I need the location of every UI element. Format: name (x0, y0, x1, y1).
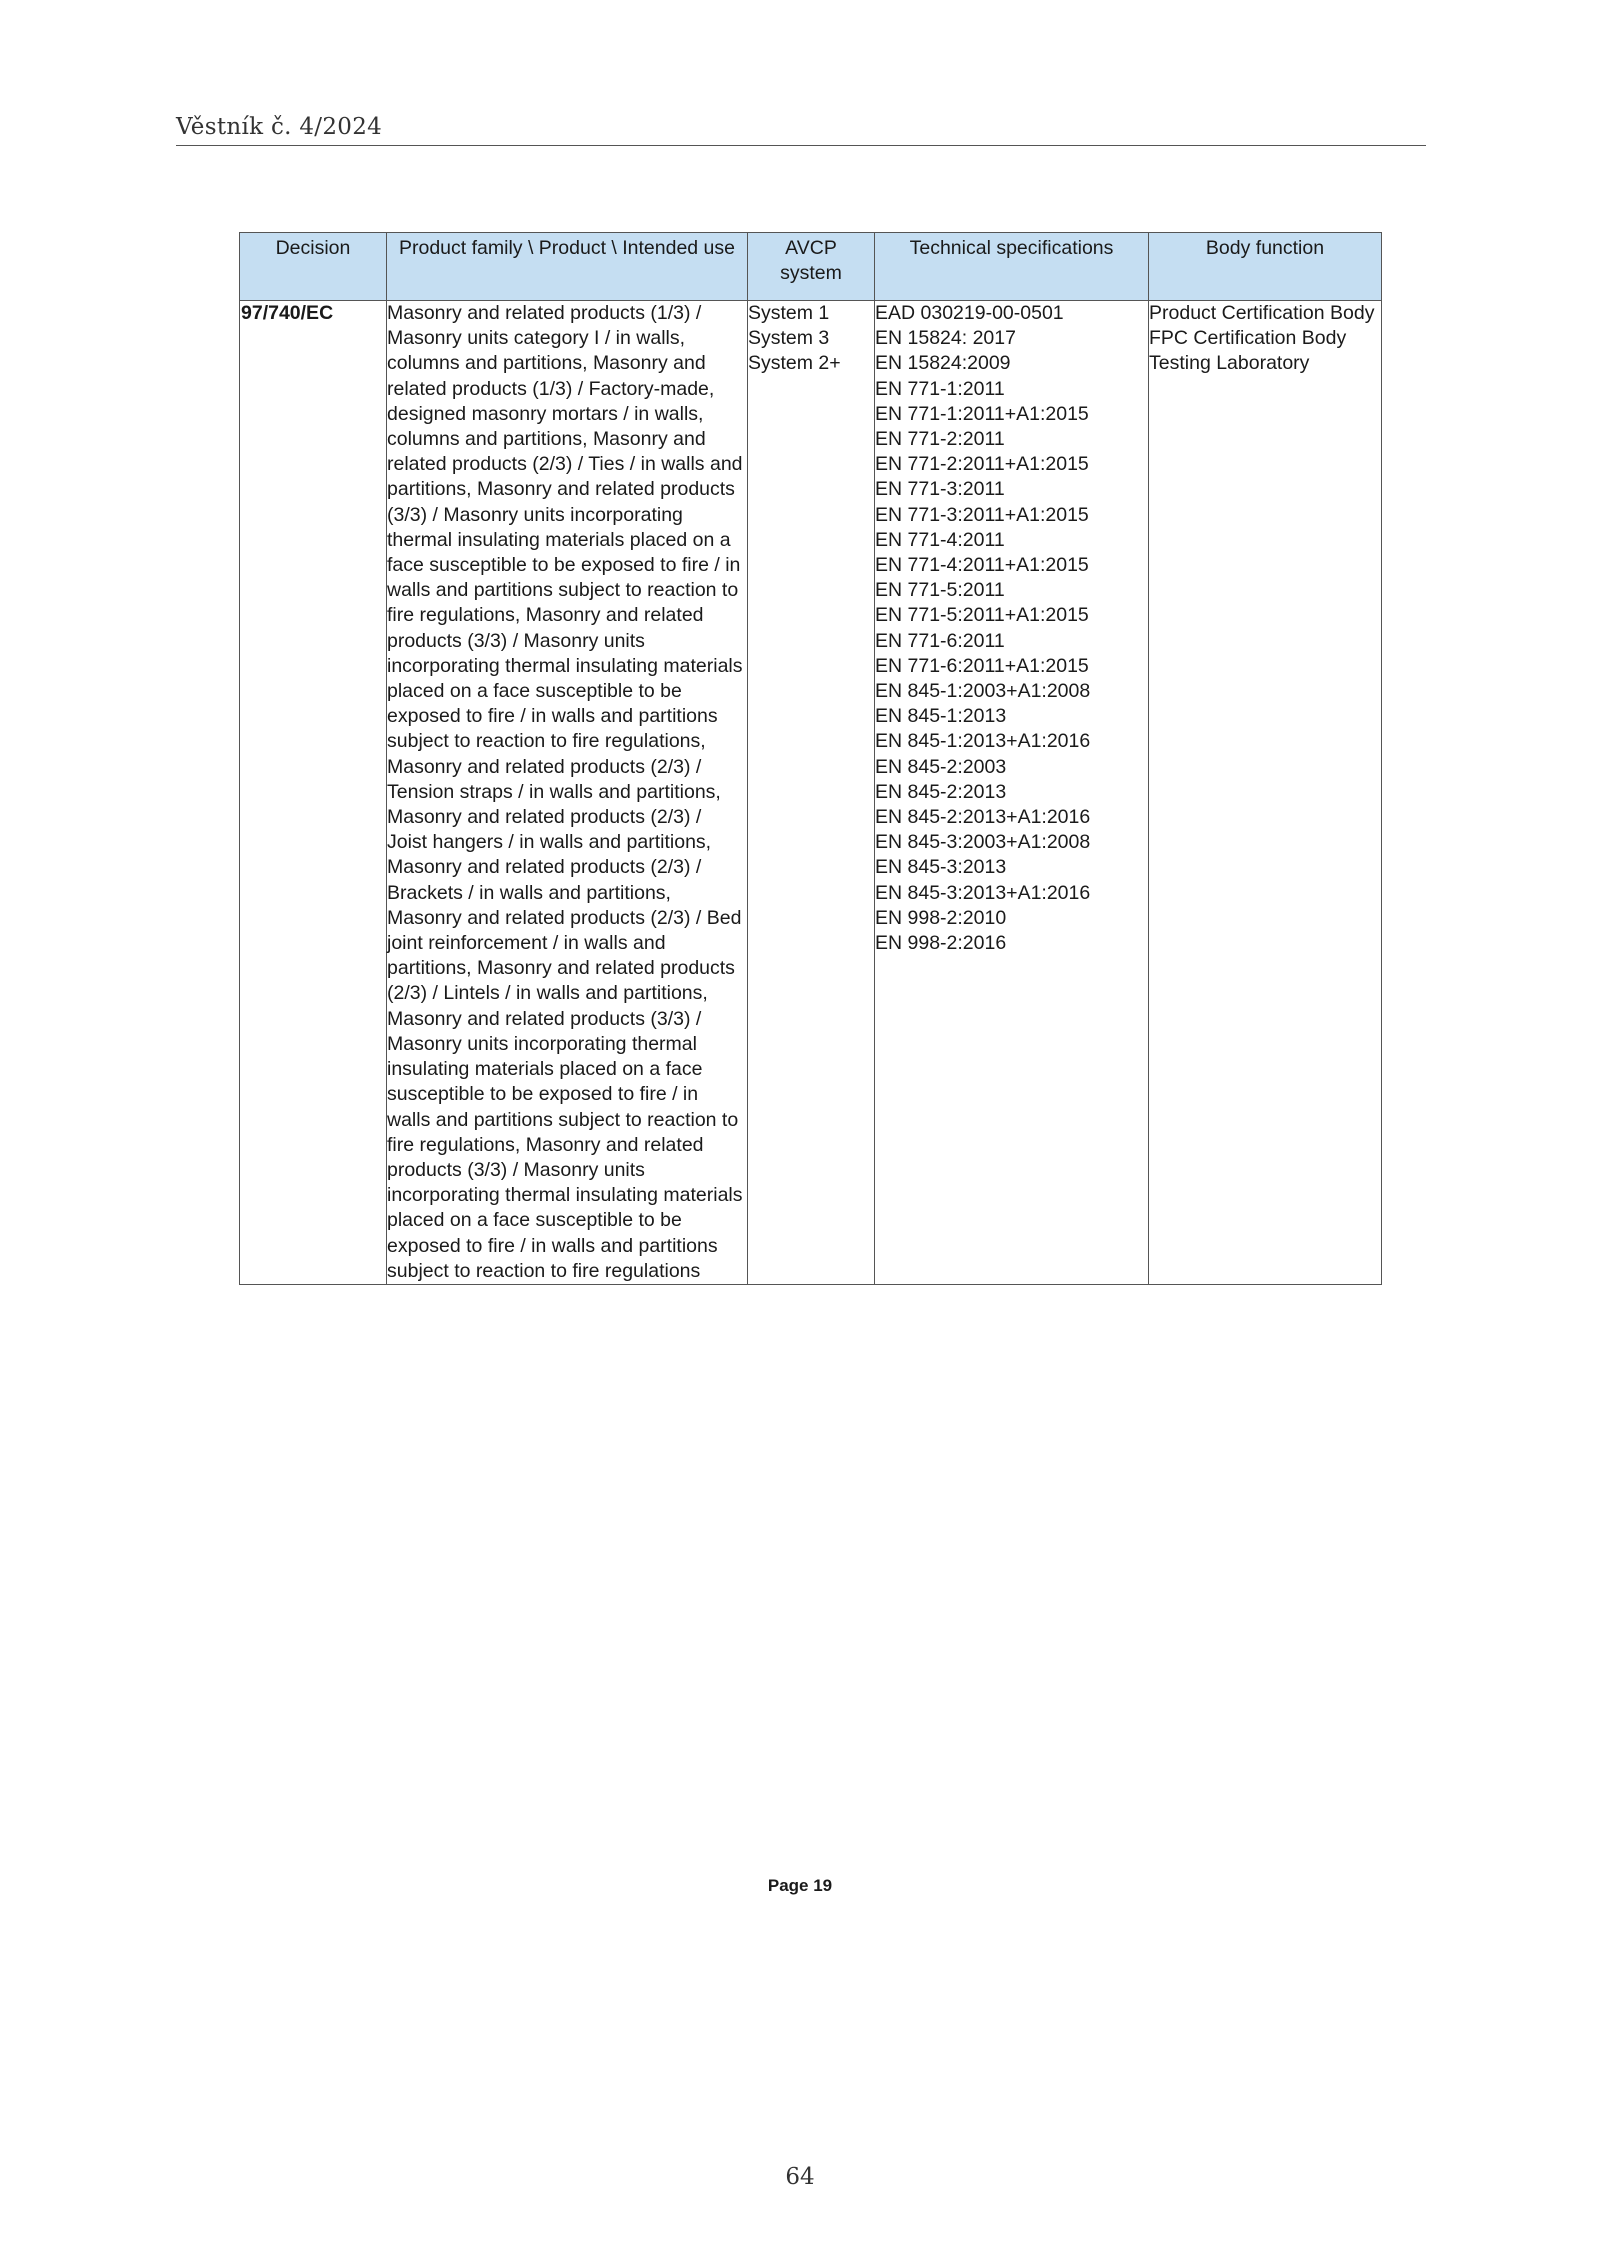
column-header-avcp: AVCP system (748, 233, 875, 301)
specification-item: EAD 030219-00-0501 (875, 302, 1064, 324)
avcp-system-item: System 3 (748, 327, 830, 350)
specification-item: EN 771-2:2011 (875, 428, 1005, 451)
specification-item: EN 845-1:2013 (875, 705, 1007, 728)
specifications-table (239, 232, 1382, 1285)
body-function-item: Testing Laboratory (1149, 352, 1310, 375)
table-header-row (240, 233, 1382, 301)
product-cell (387, 301, 748, 1285)
column-header-specifications: Technical specifications (875, 233, 1149, 301)
avcp-list (748, 301, 874, 377)
specification-item: EN 845-3:2003+A1:2008 (875, 831, 1091, 854)
specification-item: EN 771-1:2011 (875, 377, 1005, 400)
specification-item: EN 771-2:2011+A1:2015 (875, 453, 1089, 476)
specification-item: EN 771-5:2011 (875, 579, 1005, 602)
specification-item: EN 845-3:2013+A1:2016 (875, 881, 1091, 904)
specification-item: EN 15824: 2017 (875, 327, 1016, 350)
specification-item: EN 771-6:2011 (875, 629, 1005, 652)
specification-item: EN 771-5:2011+A1:2015 (875, 604, 1089, 627)
page-label: Page 19 (767, 1876, 833, 1895)
specification-item: EN 771-4:2011 (875, 528, 1005, 551)
specification-item: EN 845-1:2013+A1:2016 (875, 730, 1091, 753)
body-function-list (1149, 301, 1381, 377)
body-function-item: FPC Certification Body (1149, 327, 1347, 350)
specification-item: EN 845-2:2003 (875, 755, 1007, 778)
specification-item: EN 845-2:2013+A1:2016 (875, 806, 1091, 829)
specifications-list (875, 301, 1148, 956)
column-header-decision: Decision (240, 233, 387, 301)
specification-item: EN 771-3:2011+A1:2015 (875, 503, 1089, 526)
product-description: Masonry and related products (1/3) / Masonry units category I / in walls, columns and partitions, Masonry and related products (1/3) / Factory-made, designed masonry mortars / in walls, columns and partitions, Masonry and related products (2/3) / Ties / in walls and partitions, Masonry and related products (3/3) / Masonry units incorporating thermal insulating materials placed on a face susceptible to be exposed to fire / in walls and partitions subject to reaction to fire regulations, Masonry and related products (3/3) / Masonry units incorporating thermal insulating materials placed on a face susceptible to be exposed to fire / in walls and partitions subject to reaction to fire regulations, Masonry and related products (2/3) / Tension straps / in walls and partitions, Masonry and related products (2/3) / Joist hangers / in walls and partitions, Masonry and related products (2/3) / Brackets / in walls and partitions, Masonry and related products (2/3) / Bed joint reinforcement / in walls and partitions, Masonry and related products (2/3) / Lintels / in walls and partitions, Masonry and related products (3/3) / Masonry units incorporating thermal insulating materials placed on a face susceptible to be exposed to fire / in walls and partitions subject to reaction to fire regulations, Masonry and related products (3/3) / Masonry units incorporating thermal insulating materials placed on a face susceptible to be exposed to fire / in walls and partitions subject to reaction to fire regulations (387, 302, 743, 1282)
page-number: 64 (785, 2164, 815, 2190)
specifications-cell (875, 301, 1149, 1285)
specification-item: EN 998-2:2010 (875, 906, 1007, 929)
avcp-cell (748, 301, 875, 1285)
specification-item: EN 845-1:2003+A1:2008 (875, 680, 1091, 703)
body-function-item: Product Certification Body (1149, 302, 1375, 324)
specification-item: EN 771-6:2011+A1:2015 (875, 654, 1089, 677)
avcp-system-item: System 1 (748, 302, 830, 324)
header-rule (176, 145, 1426, 146)
specification-item: EN 771-3:2011 (875, 478, 1005, 501)
specification-item: EN 845-2:2013 (875, 780, 1007, 803)
column-header-product: Product family \ Product \ Intended use (387, 233, 748, 301)
specification-item: EN 998-2:2016 (875, 932, 1007, 955)
specification-item: EN 771-4:2011+A1:2015 (875, 554, 1089, 577)
table-row (240, 301, 1382, 1285)
specification-item: EN 15824:2009 (875, 352, 1011, 375)
specification-item: EN 771-1:2011+A1:2015 (875, 402, 1089, 425)
specification-item: EN 845-3:2013 (875, 856, 1007, 879)
column-header-body-function: Body function (1149, 233, 1382, 301)
running-header-title: Věstník č. 4/2024 (176, 114, 383, 140)
avcp-system-item: System 2+ (748, 352, 841, 375)
decision-cell: 97/740/EC (240, 301, 387, 1285)
body-function-cell (1149, 301, 1382, 1285)
